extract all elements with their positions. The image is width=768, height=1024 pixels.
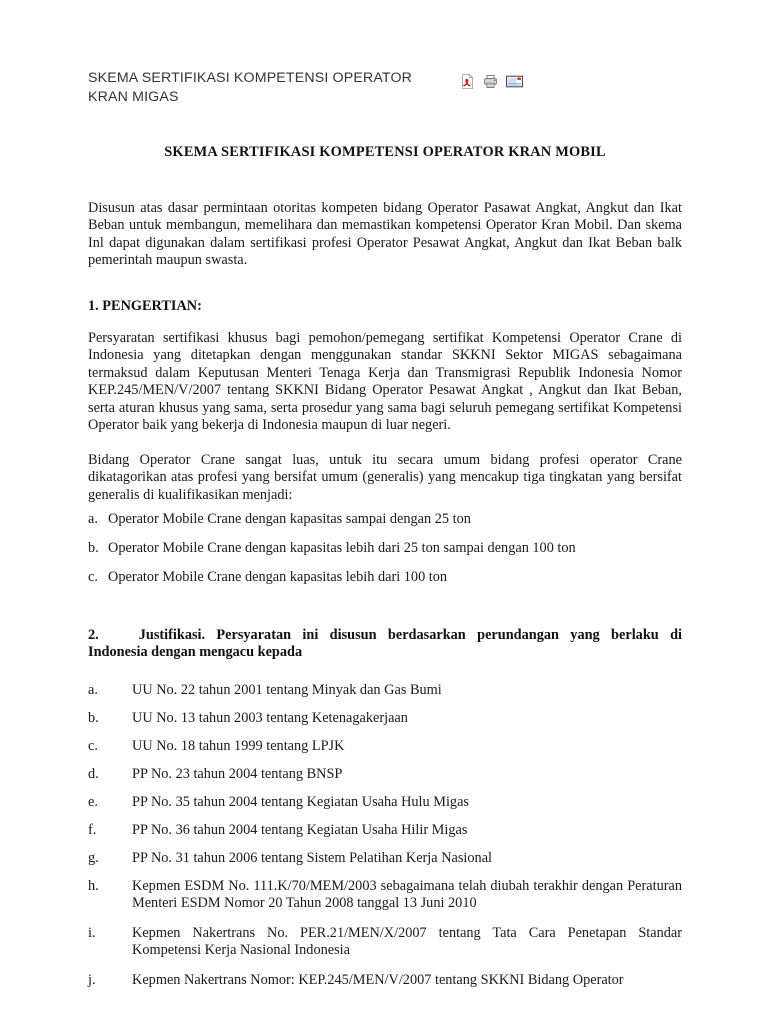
page-title: SKEMA SERTIFIKASI KOMPETENSI OPERATOR KRAN MIGAS (88, 70, 413, 105)
list-marker: f. (88, 822, 97, 838)
list-item (88, 540, 682, 557)
list-item (88, 710, 682, 727)
list-marker: j. (88, 972, 96, 988)
list-item (88, 972, 682, 989)
list-item (88, 878, 682, 913)
list-marker: b. (88, 540, 99, 556)
list-marker: e. (88, 794, 98, 810)
print-icon[interactable] (483, 74, 498, 89)
list-text: UU No. 18 tahun 1999 tentang LPJK (132, 738, 345, 754)
list-marker: i. (88, 925, 96, 941)
list-item (88, 925, 682, 960)
list-marker: c. (88, 738, 98, 754)
list-item (88, 682, 682, 699)
pdf-icon[interactable] (460, 74, 475, 89)
list-text: PP No. 36 tahun 2004 tentang Kegiatan Usaha Hilir Migas (132, 822, 468, 838)
intro-paragraph: Disusun atas dasar permintaan otoritas kompeten bidang Operator Pasawat Angkat, Angkut dan Ikat Beban untuk membangun, memelihara dan memastikan kompetensi Operator Kran Mobil. Dan skema Inl dapat digunakan dalam sertifikasi profesi Operator Pesawat Angkat, Angkut dan Ikat Beban balk pemerintah maupun swasta. (88, 200, 682, 269)
list-marker: b. (88, 710, 99, 726)
list-text: PP No. 31 tahun 2006 tentang Sistem Pelatihan Kerja Nasional (132, 850, 493, 866)
list-item (88, 766, 682, 783)
list-text: UU No. 22 tahun 2001 tentang Minyak dan Gas Bumi (132, 682, 442, 698)
list-text: Operator Mobile Crane dengan kapasitas lebih dari 25 ton sampai dengan 100 ton (108, 540, 576, 556)
list-item (88, 511, 682, 528)
list-item (88, 822, 682, 839)
section-2-heading (88, 627, 682, 662)
section-2-heading-number: 2. (88, 627, 99, 643)
list-item (88, 850, 682, 867)
list-marker: h. (88, 878, 99, 894)
list-item (88, 738, 682, 755)
list-item (88, 794, 682, 811)
list-item (88, 569, 682, 586)
list-marker: d. (88, 766, 99, 782)
list-marker: g. (88, 850, 99, 866)
list-marker: a. (88, 682, 98, 698)
list-text: Kepmen Nakertrans No. PER.21/MEN/X/2007 tentang Tata Cara Penetapan Standar Kompetensi Kerja Nasional Indonesia (132, 925, 682, 959)
email-icon[interactable] (506, 75, 523, 88)
document-title: SKEMA SERTIFIKASI KOMPETENSI OPERATOR KRAN MOBIL (164, 144, 606, 160)
section-1-paragraph-2: Bidang Operator Crane sangat luas, untuk itu secara umum bidang profesi operator Crane dikatagorikan atas profesi yang bersifat umum (generalis) yang mencakup tiga tingkatan yang bersifat generalis di kualifikasikan menjadi: (88, 452, 682, 503)
list-text: Operator Mobile Crane dengan kapasitas sampai dengan 25 ton (108, 511, 471, 527)
section-2-heading-text: Justifikasi. Persyaratan ini disusun berdasarkan perundangan yang berlaku di Indonesia dengan mengacu kepada (88, 627, 682, 661)
header-actions (460, 74, 523, 89)
list-text: Kepmen ESDM No. 111.K/70/MEM/2003 sebagaimana telah diubah terakhir dengan Peraturan Menteri ESDM Nomor 20 Tahun 2008 tanggal 13 Juni 2010 (132, 878, 682, 912)
list-text: Kepmen Nakertrans Nomor: KEP.245/MEN/V/2007 tentang SKKNI Bidang Operator (132, 972, 624, 988)
section-1-paragraph-1: Persyaratan sertifikasi khusus bagi pemohon/pemegang sertifikat Kompetensi Operator Crane di Indonesia yang ditetapkan dengan menggunakan standar SKKNI Sektor MIGAS sebagaimana termaksud dalam Keputusan Menteri Tenaga Kerja dan Transmigrasi Republik Indonesia Nomor KEP.245/MEN/V/2007 tentang SKKNI Bidang Operator Pesawat Angkat , Angkut dan Ikat Beban, serta aturan khusus yang sama, serta prosedur yang sama bagi seluruh pemegang sertifikat Kompetensi Operator baik yang bekerja di Indonesia maupun di luar negeri. (88, 330, 682, 434)
section-1-heading: 1. PENGERTIAN: (88, 298, 202, 314)
list-text: UU No. 13 tahun 2003 tentang Ketenagakerjaan (132, 710, 408, 726)
list-text: PP No. 35 tahun 2004 tentang Kegiatan Usaha Hulu Migas (132, 794, 469, 810)
page-header (88, 69, 684, 107)
list-text: PP No. 23 tahun 2004 tentang BNSP (132, 766, 343, 782)
list-marker: c. (88, 569, 98, 585)
list-text: Operator Mobile Crane dengan kapasitas lebih dari 100 ton (108, 569, 448, 585)
list-marker: a. (88, 511, 98, 527)
